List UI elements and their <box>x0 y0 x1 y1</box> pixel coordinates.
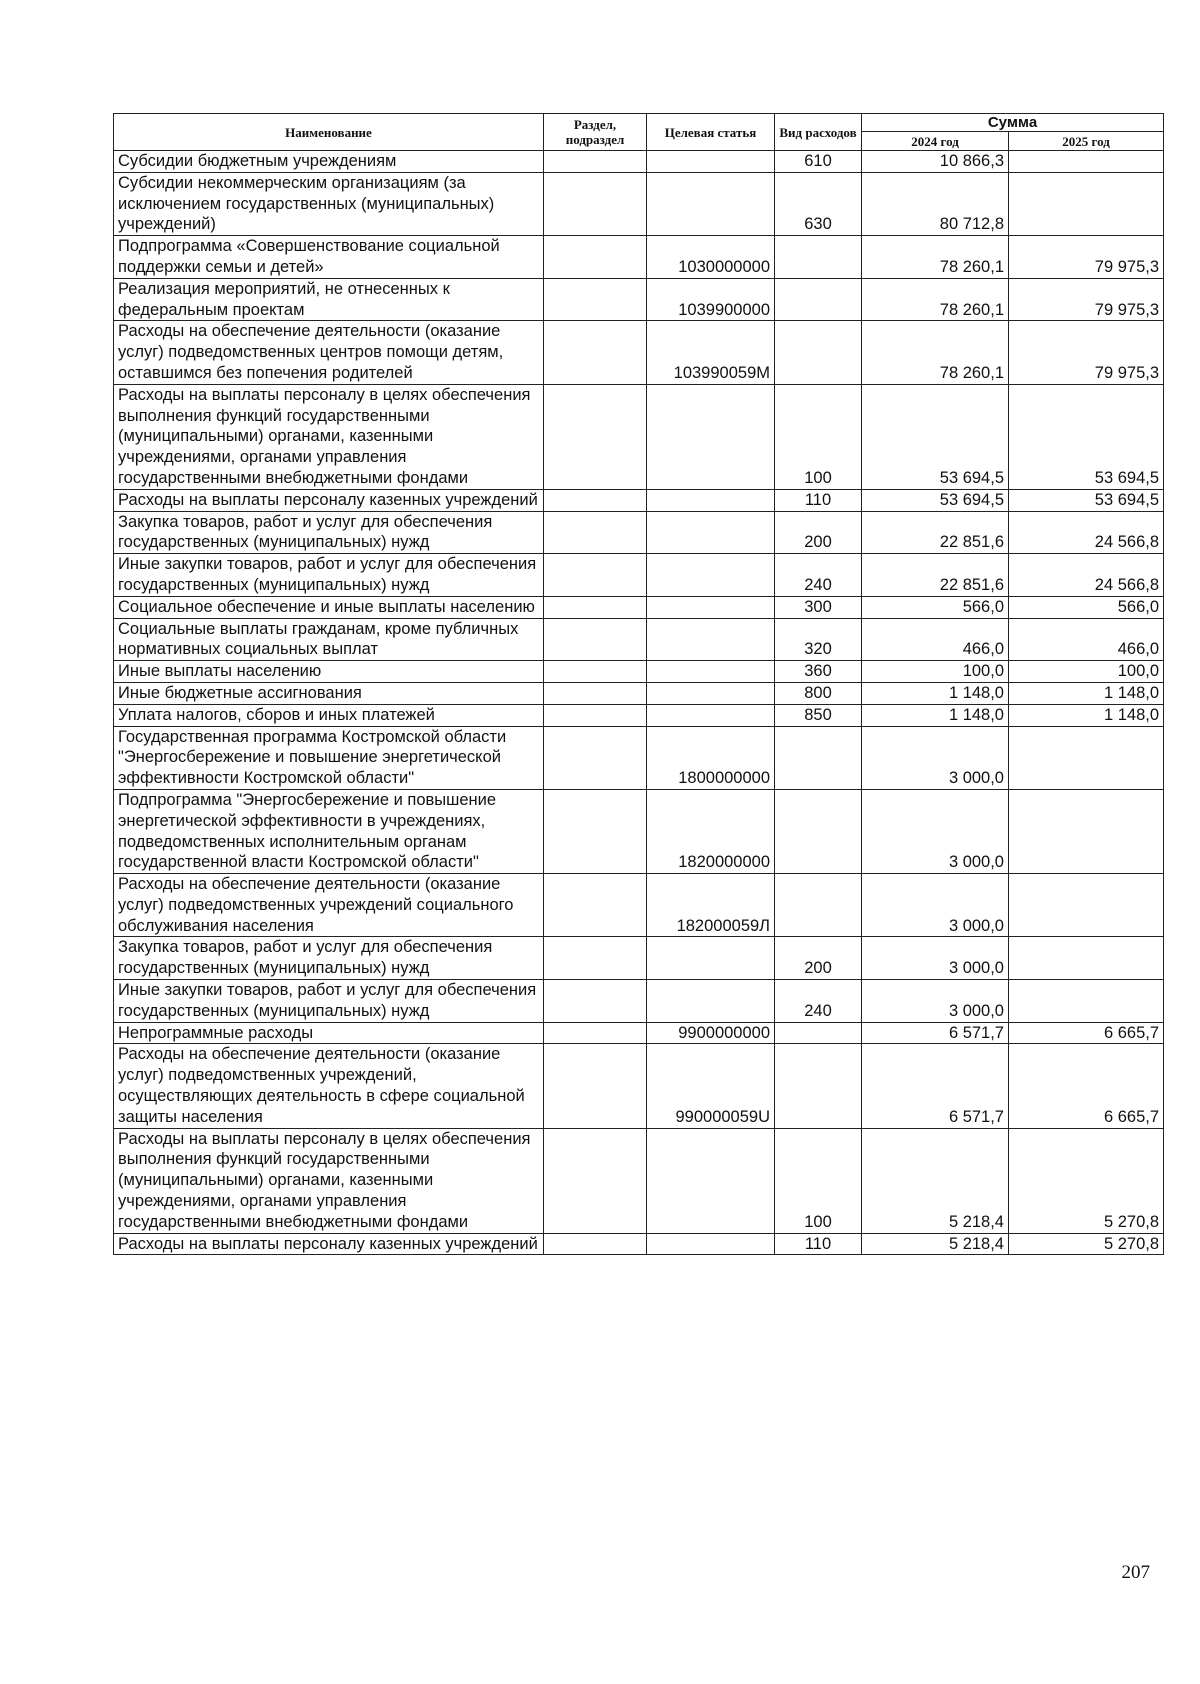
row-target-article: 1030000000 <box>647 236 775 279</box>
row-sum-2024: 6 571,7 <box>862 1044 1009 1128</box>
table-row <box>114 661 1164 683</box>
header-summa: Сумма <box>862 114 1164 132</box>
row-name: Расходы на обеспечение деятельности (оказание услуг) подведомственных центров помощи детям, оставшимся без попечения родителей <box>114 321 544 384</box>
row-target-article: 1820000000 <box>647 789 775 873</box>
row-expense-type <box>775 726 862 789</box>
row-sum-2025: 566,0 <box>1009 596 1164 618</box>
row-name: Уплата налогов, сборов и иных платежей <box>114 704 544 726</box>
row-name: Иные закупки товаров, работ и услуг для обеспечения государственных (муниципальных) нужд <box>114 980 544 1023</box>
table-row <box>114 937 1164 980</box>
row-sum-2024: 80 712,8 <box>862 172 1009 235</box>
row-name: Расходы на обеспечение деятельности (оказание услуг) подведомственных учреждений социального обслуживания населения <box>114 874 544 937</box>
row-name: Иные выплаты населению <box>114 661 544 683</box>
row-name: Иные закупки товаров, работ и услуг для обеспечения государственных (муниципальных) нужд <box>114 554 544 597</box>
row-target-article <box>647 618 775 661</box>
row-sum-2025 <box>1009 980 1164 1023</box>
table-row <box>114 278 1164 321</box>
row-razdel <box>544 661 647 683</box>
row-sum-2025: 100,0 <box>1009 661 1164 683</box>
row-target-article: 9900000000 <box>647 1022 775 1044</box>
row-expense-type: 200 <box>775 511 862 554</box>
row-name: Иные бюджетные ассигнования <box>114 682 544 704</box>
row-sum-2025: 1 148,0 <box>1009 682 1164 704</box>
row-razdel <box>544 874 647 937</box>
row-expense-type <box>775 236 862 279</box>
row-sum-2025: 6 665,7 <box>1009 1044 1164 1128</box>
table-row <box>114 236 1164 279</box>
table-row <box>114 1044 1164 1128</box>
row-name: Подпрограмма "Энергосбережение и повышение энергетической эффективности в учреждениях, подведомственных исполнительным органам государственной власти Костромской области" <box>114 789 544 873</box>
row-expense-type: 850 <box>775 704 862 726</box>
table-row <box>114 151 1164 173</box>
row-expense-type <box>775 874 862 937</box>
row-target-article: 990000059U <box>647 1044 775 1128</box>
page-number: 207 <box>1121 1562 1150 1583</box>
row-sum-2025 <box>1009 151 1164 173</box>
row-target-article <box>647 937 775 980</box>
row-razdel <box>544 682 647 704</box>
row-name: Закупка товаров, работ и услуг для обеспечения государственных (муниципальных) нужд <box>114 937 544 980</box>
row-razdel <box>544 489 647 511</box>
table-row <box>114 704 1164 726</box>
row-sum-2025 <box>1009 937 1164 980</box>
row-target-article <box>647 554 775 597</box>
row-sum-2025: 24 566,8 <box>1009 554 1164 597</box>
row-expense-type: 240 <box>775 980 862 1023</box>
row-razdel <box>544 618 647 661</box>
row-target-article <box>647 172 775 235</box>
row-name: Социальные выплаты гражданам, кроме публичных нормативных социальных выплат <box>114 618 544 661</box>
row-name: Непрограммные расходы <box>114 1022 544 1044</box>
row-target-article <box>647 704 775 726</box>
header-2024: 2024 год <box>862 132 1009 151</box>
row-sum-2024: 3 000,0 <box>862 789 1009 873</box>
row-sum-2025: 79 975,3 <box>1009 236 1164 279</box>
table-body <box>114 151 1164 1255</box>
row-expense-type <box>775 1044 862 1128</box>
table-row <box>114 321 1164 384</box>
header-2025: 2025 год <box>1009 132 1164 151</box>
row-expense-type <box>775 1022 862 1044</box>
row-expense-type: 630 <box>775 172 862 235</box>
row-sum-2025 <box>1009 726 1164 789</box>
row-razdel <box>544 321 647 384</box>
row-razdel <box>544 1233 647 1255</box>
row-target-article <box>647 384 775 489</box>
row-sum-2024: 6 571,7 <box>862 1022 1009 1044</box>
row-target-article <box>647 511 775 554</box>
header-name: Наименование <box>114 114 544 151</box>
table-row <box>114 489 1164 511</box>
row-expense-type: 800 <box>775 682 862 704</box>
row-sum-2024: 3 000,0 <box>862 937 1009 980</box>
row-sum-2024: 1 148,0 <box>862 704 1009 726</box>
row-razdel <box>544 789 647 873</box>
row-expense-type <box>775 321 862 384</box>
table-row <box>114 172 1164 235</box>
row-razdel <box>544 151 647 173</box>
row-target-article <box>647 151 775 173</box>
table-row <box>114 980 1164 1023</box>
row-razdel <box>544 1128 647 1233</box>
row-target-article <box>647 489 775 511</box>
header-vid: Вид расходов <box>775 114 862 151</box>
row-sum-2024: 78 260,1 <box>862 321 1009 384</box>
row-expense-type <box>775 789 862 873</box>
table-row <box>114 554 1164 597</box>
row-expense-type: 300 <box>775 596 862 618</box>
row-name: Социальное обеспечение и иные выплаты населению <box>114 596 544 618</box>
row-name: Субсидии бюджетным учреждениям <box>114 151 544 173</box>
row-expense-type: 100 <box>775 384 862 489</box>
budget-table <box>113 113 1164 1255</box>
row-target-article: 182000059Л <box>647 874 775 937</box>
table-row <box>114 789 1164 873</box>
row-expense-type: 320 <box>775 618 862 661</box>
row-expense-type: 360 <box>775 661 862 683</box>
row-sum-2025: 53 694,5 <box>1009 384 1164 489</box>
row-target-article <box>647 661 775 683</box>
row-razdel <box>544 726 647 789</box>
row-target-article: 1039900000 <box>647 278 775 321</box>
row-sum-2025 <box>1009 172 1164 235</box>
row-sum-2025: 466,0 <box>1009 618 1164 661</box>
row-razdel <box>544 1044 647 1128</box>
row-sum-2024: 53 694,5 <box>862 384 1009 489</box>
row-sum-2025: 1 148,0 <box>1009 704 1164 726</box>
row-sum-2024: 100,0 <box>862 661 1009 683</box>
row-razdel <box>544 554 647 597</box>
row-target-article: 1800000000 <box>647 726 775 789</box>
row-sum-2025: 53 694,5 <box>1009 489 1164 511</box>
row-sum-2024: 53 694,5 <box>862 489 1009 511</box>
row-sum-2025: 5 270,8 <box>1009 1128 1164 1233</box>
header-razdel: Раздел, подраздел <box>544 114 647 151</box>
row-name: Государственная программа Костромской области "Энергосбережение и повышение энергетической эффективности Костромской области" <box>114 726 544 789</box>
row-name: Реализация мероприятий, не отнесенных к федеральным проектам <box>114 278 544 321</box>
table-row <box>114 511 1164 554</box>
row-sum-2024: 78 260,1 <box>862 278 1009 321</box>
row-name: Расходы на выплаты персоналу в целях обеспечения выполнения функций государственными (муниципальными) органами, казенными учреждениями, органами управления государственными внебюджетными фондами <box>114 384 544 489</box>
row-expense-type <box>775 278 862 321</box>
table-row <box>114 1233 1164 1255</box>
row-sum-2024: 1 148,0 <box>862 682 1009 704</box>
row-sum-2024: 466,0 <box>862 618 1009 661</box>
table-row <box>114 1022 1164 1044</box>
row-sum-2024: 5 218,4 <box>862 1128 1009 1233</box>
row-razdel <box>544 511 647 554</box>
row-razdel <box>544 384 647 489</box>
table-row <box>114 726 1164 789</box>
row-name: Расходы на выплаты персоналу в целях обеспечения выполнения функций государственными (муниципальными) органами, казенными учреждениями, органами управления государственными внебюджетными фондами <box>114 1128 544 1233</box>
table-header <box>114 114 1164 151</box>
row-razdel <box>544 172 647 235</box>
table-row <box>114 1128 1164 1233</box>
row-expense-type: 200 <box>775 937 862 980</box>
row-name: Закупка товаров, работ и услуг для обеспечения государственных (муниципальных) нужд <box>114 511 544 554</box>
row-sum-2025: 24 566,8 <box>1009 511 1164 554</box>
row-razdel <box>544 937 647 980</box>
row-sum-2024: 5 218,4 <box>862 1233 1009 1255</box>
row-sum-2025 <box>1009 789 1164 873</box>
row-sum-2024: 3 000,0 <box>862 874 1009 937</box>
row-name: Расходы на обеспечение деятельности (оказание услуг) подведомственных учреждений, осуществляющих деятельность в сфере социальной защиты населения <box>114 1044 544 1128</box>
table-row <box>114 384 1164 489</box>
row-sum-2024: 78 260,1 <box>862 236 1009 279</box>
row-sum-2024: 3 000,0 <box>862 980 1009 1023</box>
row-expense-type: 100 <box>775 1128 862 1233</box>
row-sum-2024: 3 000,0 <box>862 726 1009 789</box>
row-sum-2024: 10 866,3 <box>862 151 1009 173</box>
row-expense-type: 110 <box>775 489 862 511</box>
row-target-article <box>647 980 775 1023</box>
row-razdel <box>544 596 647 618</box>
row-razdel <box>544 704 647 726</box>
row-sum-2024: 22 851,6 <box>862 554 1009 597</box>
row-sum-2025: 5 270,8 <box>1009 1233 1164 1255</box>
row-sum-2025: 79 975,3 <box>1009 278 1164 321</box>
row-name: Расходы на выплаты персоналу казенных учреждений <box>114 1233 544 1255</box>
row-razdel <box>544 1022 647 1044</box>
row-target-article: 103990059М <box>647 321 775 384</box>
row-sum-2025 <box>1009 874 1164 937</box>
row-sum-2024: 566,0 <box>862 596 1009 618</box>
row-expense-type: 240 <box>775 554 862 597</box>
table-row <box>114 874 1164 937</box>
row-target-article <box>647 682 775 704</box>
row-expense-type: 610 <box>775 151 862 173</box>
row-name: Подпрограмма «Совершенствование социальной поддержки семьи и детей» <box>114 236 544 279</box>
header-cel: Целевая статья <box>647 114 775 151</box>
row-name: Расходы на выплаты персоналу казенных учреждений <box>114 489 544 511</box>
row-target-article <box>647 1233 775 1255</box>
table-row <box>114 682 1164 704</box>
row-target-article <box>647 1128 775 1233</box>
table-row <box>114 596 1164 618</box>
row-sum-2024: 22 851,6 <box>862 511 1009 554</box>
row-target-article <box>647 596 775 618</box>
row-sum-2025: 79 975,3 <box>1009 321 1164 384</box>
row-razdel <box>544 236 647 279</box>
row-expense-type: 110 <box>775 1233 862 1255</box>
row-sum-2025: 6 665,7 <box>1009 1022 1164 1044</box>
table-row <box>114 618 1164 661</box>
row-razdel <box>544 278 647 321</box>
row-razdel <box>544 980 647 1023</box>
row-name: Субсидии некоммерческим организациям (за исключением государственных (муниципальных) учреждений) <box>114 172 544 235</box>
